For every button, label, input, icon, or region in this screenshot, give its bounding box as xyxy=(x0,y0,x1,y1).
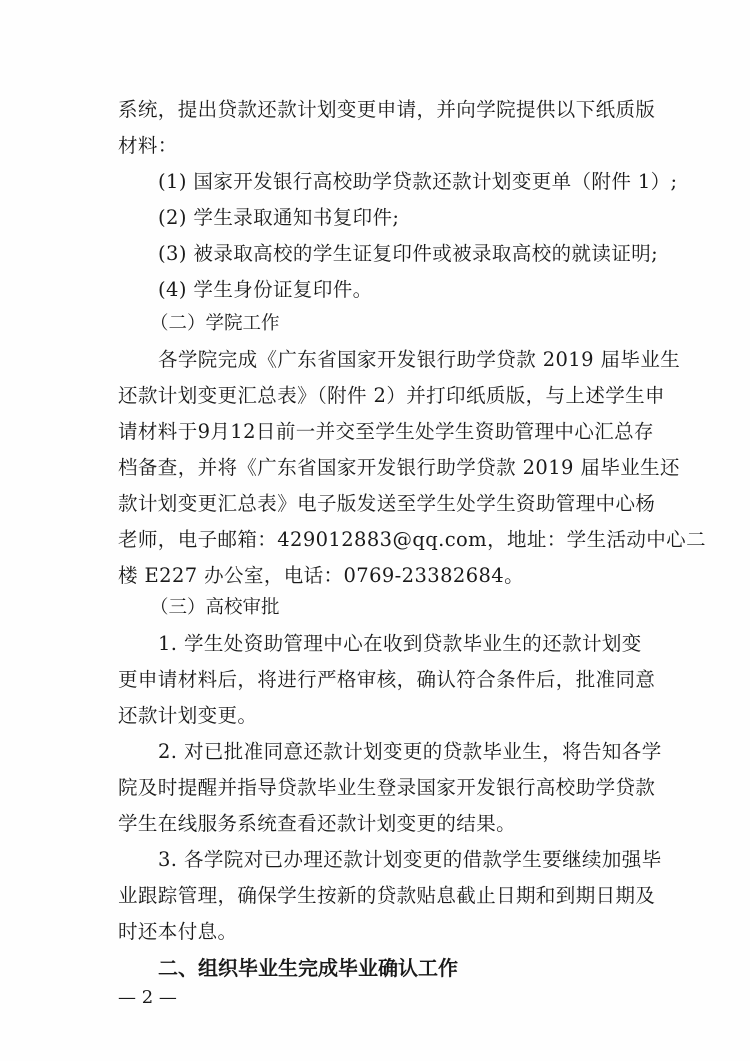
paragraph-line: 1. 学生处资助管理中心在收到贷款毕业生的还款计划变 xyxy=(158,632,642,655)
paragraph-line: 系统，提出贷款还款计划变更申请，并向学院提供以下纸质版 xyxy=(118,98,656,121)
paragraph-line: 业跟踪管理，确保学生按新的贷款贴息截止日期和到期日期及 xyxy=(118,884,656,907)
paragraph-line: 各学院完成《广东省国家开发银行助学贷款 2019 届毕业生 xyxy=(158,348,681,371)
paragraph-line: 更申请材料后，将进行严格审核，确认符合条件后，批准同意 xyxy=(118,668,656,691)
paragraph-line: 学生在线服务系统查看还款计划变更的结果。 xyxy=(118,812,517,835)
paragraph-line: 档备查，并将《广东省国家开发银行助学贷款 2019 届毕业生还 xyxy=(118,456,680,479)
paragraph-line: 请材料于9月12日前一并交至学生处学生资助管理中心汇总存 xyxy=(118,420,654,443)
paragraph-line: 院及时提醒并指导贷款毕业生登录国家开发银行高校助学贷款 xyxy=(118,776,656,799)
list-item: (4) 学生身份证复印件。 xyxy=(158,278,373,301)
list-item: (1) 国家开发银行高校助学贷款还款计划变更单（附件 1）; xyxy=(158,170,678,193)
list-item: (2) 学生录取通知书复印件; xyxy=(158,206,400,229)
paragraph-line: 材料： xyxy=(118,134,178,157)
paragraph-line: 3. 各学院对已办理还款计划变更的借款学生要继续加强毕 xyxy=(158,848,662,871)
paragraph-line: 款计划变更汇总表》电子版发送至学生处学生资助管理中心杨 xyxy=(118,492,656,515)
page-number: — 2 — xyxy=(118,987,177,1008)
paragraph-line: 时还本付息。 xyxy=(118,920,238,943)
paragraph-line: 楼 E227 办公室，电话：0769-23382684。 xyxy=(118,564,525,587)
subheading-college-work: （二）学院工作 xyxy=(150,313,280,334)
paragraph-line: 还款计划变更汇总表》（附件 2）并打印纸质版，与上述学生申 xyxy=(118,384,665,407)
list-item: (3) 被录取高校的学生证复印件或被录取高校的就读证明; xyxy=(158,242,659,265)
paragraph-line: 2. 对已批准同意还款计划变更的贷款毕业生，将告知各学 xyxy=(158,740,662,763)
paragraph-line: 还款计划变更。 xyxy=(118,704,258,727)
paragraph-line: 老师，电子邮箱：429012883@qq.com，地址：学生活动中心二 xyxy=(118,528,706,551)
subheading-school-approval: （三）高校审批 xyxy=(150,597,280,618)
section-heading: 二、组织毕业生完成毕业确认工作 xyxy=(158,956,458,980)
